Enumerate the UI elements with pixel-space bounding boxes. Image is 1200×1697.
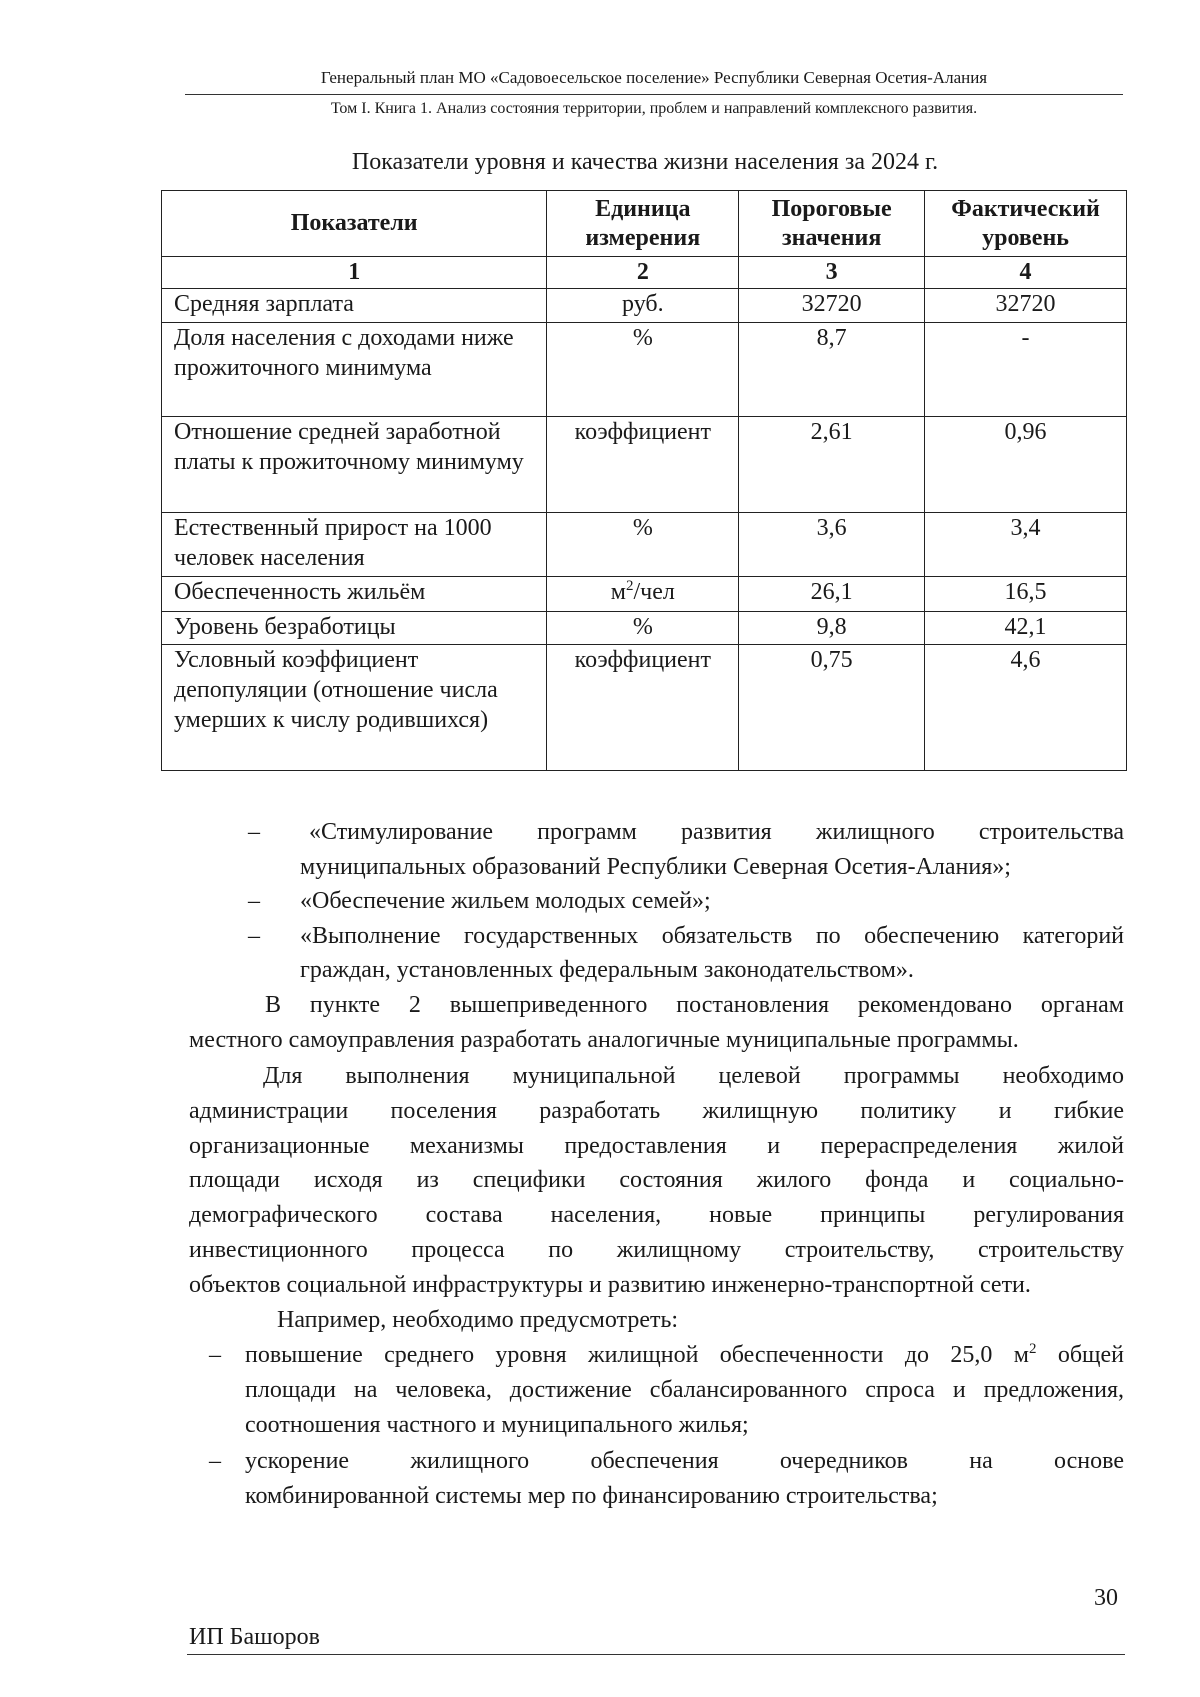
table-row bbox=[162, 513, 1127, 577]
requirement-2-line2: комбинированной системы мер по финансированию строительства; bbox=[245, 1483, 938, 1509]
paragraph-3: Например, необходимо предусмотреть: bbox=[277, 1307, 679, 1333]
indicator-threshold: 2,61 bbox=[739, 417, 925, 513]
unit-superscript: 2 bbox=[625, 578, 634, 594]
superscript: 2 bbox=[1028, 1341, 1037, 1357]
paragraph-2-line: демографического состава населения, новые принципы регулирования bbox=[189, 1202, 1124, 1228]
table-number-row bbox=[162, 257, 1127, 289]
indicator-unit: коэффициент bbox=[547, 417, 739, 513]
program-item-2: «Обеспечение жильем молодых семей»; bbox=[300, 888, 711, 914]
indicator-unit bbox=[547, 577, 739, 612]
indicator-name: Отношение средней заработной платы к прожиточному минимуму bbox=[162, 417, 547, 513]
col-header-threshold: Пороговые значения bbox=[739, 191, 925, 257]
indicator-unit: % bbox=[547, 323, 739, 417]
indicator-actual: 16,5 bbox=[925, 577, 1127, 612]
indicator-actual: 4,6 bbox=[925, 645, 1127, 771]
running-header-title: Генеральный план МО «Садовоесельское поселение» Республики Северная Осетия-Алания bbox=[320, 68, 988, 87]
program-item-3-line2: граждан, установленных федеральным законодательством». bbox=[300, 957, 914, 983]
requirement-1-line1 bbox=[245, 1338, 1124, 1373]
indicator-name: Естественный прирост на 1000 человек населения bbox=[162, 513, 547, 577]
indicator-actual: - bbox=[925, 323, 1127, 417]
list-bullet: – bbox=[248, 819, 260, 845]
page-number: 30 bbox=[1094, 1585, 1118, 1611]
indicator-name: Доля населения с доходами ниже прожиточного минимума bbox=[162, 323, 547, 417]
indicator-name: Условный коэффициент депопуляции (отношение числа умерших к числу родившихся) bbox=[162, 645, 547, 771]
indicator-actual: 32720 bbox=[925, 289, 1127, 323]
list-bullet: – bbox=[209, 1448, 221, 1474]
indicator-actual: 3,4 bbox=[925, 513, 1127, 577]
indicator-unit: руб. bbox=[547, 289, 739, 323]
table-row bbox=[162, 612, 1127, 645]
program-item-3-line1: «Выполнение государственных обязательств по обеспечению категорий bbox=[300, 923, 1124, 949]
header-rule bbox=[185, 94, 1123, 95]
table-row bbox=[162, 323, 1127, 417]
table-row bbox=[162, 577, 1127, 612]
indicator-unit: коэффициент bbox=[547, 645, 739, 771]
col-number: 3 bbox=[739, 257, 925, 289]
paragraph-2-line: Для выполнения муниципальной целевой программы необходимо bbox=[263, 1063, 1124, 1089]
requirement-1-text: повышение среднего уровня жилищной обеспеченности до 25,0 м bbox=[245, 1342, 1029, 1368]
table-caption: Показатели уровня и качества жизни населения за 2024 г. bbox=[351, 149, 939, 175]
indicator-name: Средняя зарплата bbox=[162, 289, 547, 323]
requirement-1-line2: площади на человека, достижение сбалансированного спроса и предложения, bbox=[245, 1377, 1124, 1403]
paragraph-1-line1: В пункте 2 вышеприведенного постановления рекомендовано органам bbox=[265, 992, 1124, 1018]
paragraph-2-line: площади исходя из специфики состояния жилого фонда и социально- bbox=[189, 1167, 1124, 1193]
program-item-1-line1: «Стимулирование программ развития жилищного строительства bbox=[309, 819, 1124, 845]
program-item-1-line2: муниципальных образований Республики Северная Осетия-Алания»; bbox=[300, 854, 1011, 880]
paragraph-2-line: администрации поселения разработать жилищную политику и гибкие bbox=[189, 1098, 1124, 1124]
col-number: 1 bbox=[162, 257, 547, 289]
indicator-unit: % bbox=[547, 513, 739, 577]
table-row bbox=[162, 645, 1127, 771]
table-header-row bbox=[162, 191, 1127, 257]
unit-base: м bbox=[610, 579, 626, 605]
indicator-threshold: 26,1 bbox=[739, 577, 925, 612]
requirement-2-line1: ускорение жилищного обеспечения очередников на основе bbox=[245, 1448, 1124, 1474]
running-header-subtitle: Том I. Книга 1. Анализ состояния территории, проблем и направлений комплексного развития. bbox=[330, 100, 978, 117]
col-header-actual: Фактический уровень bbox=[925, 191, 1127, 257]
list-bullet: – bbox=[209, 1342, 221, 1368]
col-number: 2 bbox=[547, 257, 739, 289]
list-bullet: – bbox=[248, 923, 260, 949]
indicator-name: Уровень безработицы bbox=[162, 612, 547, 645]
footer-author: ИП Башоров bbox=[189, 1624, 320, 1650]
col-header-unit: Единица измерения bbox=[547, 191, 739, 257]
unit-rest: /чел bbox=[633, 579, 675, 605]
table-row bbox=[162, 417, 1127, 513]
indicator-threshold: 9,8 bbox=[739, 612, 925, 645]
indicator-threshold: 0,75 bbox=[739, 645, 925, 771]
paragraph-2-line: инвестиционного процесса по жилищному строительству, строительству bbox=[189, 1237, 1124, 1263]
paragraph-1-line2: местного самоуправления разработать аналогичные муниципальные программы. bbox=[189, 1027, 1019, 1053]
indicator-threshold: 8,7 bbox=[739, 323, 925, 417]
table-row bbox=[162, 289, 1127, 323]
paragraph-2-line: организационные механизмы предоставления и перераспределения жилой bbox=[189, 1133, 1124, 1159]
requirement-1-line3: соотношения частного и муниципального жилья; bbox=[245, 1412, 749, 1438]
requirement-1-text-end: общей bbox=[1036, 1342, 1124, 1368]
indicator-actual: 42,1 bbox=[925, 612, 1127, 645]
indicator-name: Обеспеченность жильём bbox=[162, 577, 547, 612]
indicators-table bbox=[161, 190, 1127, 771]
list-bullet: – bbox=[248, 888, 260, 914]
indicator-threshold: 3,6 bbox=[739, 513, 925, 577]
paragraph-2-line: объектов социальной инфраструктуры и развитию инженерно-транспортной сети. bbox=[189, 1272, 1031, 1298]
col-header-indicator: Показатели bbox=[162, 191, 547, 257]
indicator-threshold: 32720 bbox=[739, 289, 925, 323]
indicator-unit: % bbox=[547, 612, 739, 645]
col-number: 4 bbox=[925, 257, 1127, 289]
footer-rule bbox=[187, 1654, 1125, 1655]
indicator-actual: 0,96 bbox=[925, 417, 1127, 513]
